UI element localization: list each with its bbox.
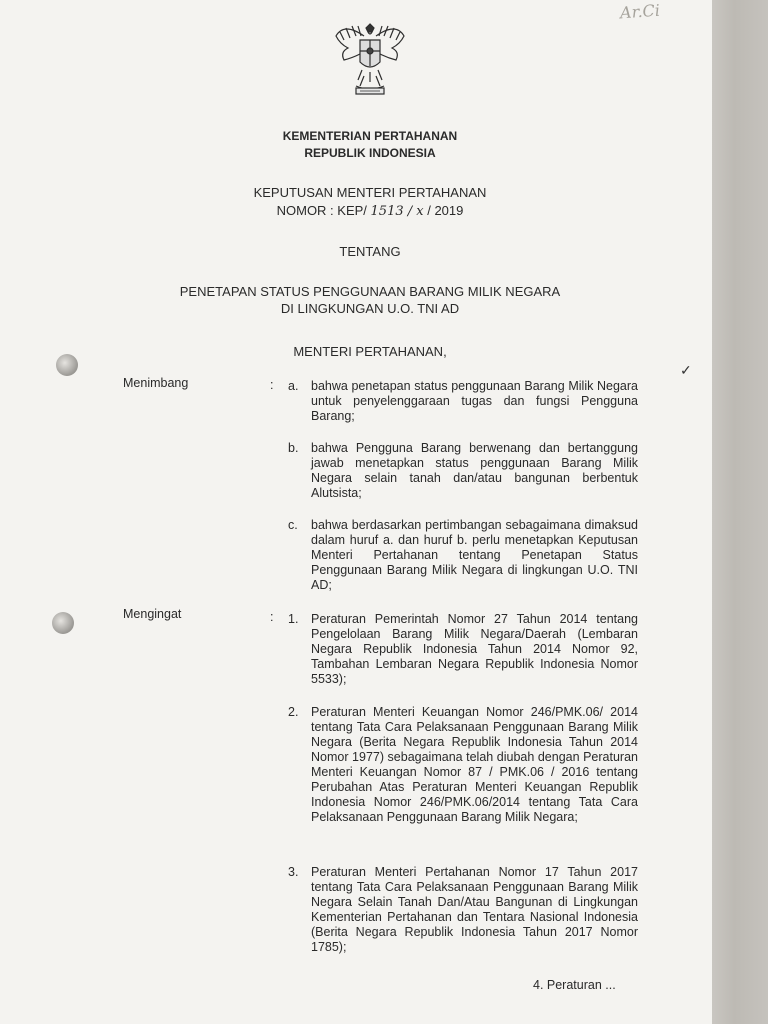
continuation-note: 4. Peraturan ... <box>533 978 616 992</box>
item-marker: a. <box>288 379 299 393</box>
menimbang-item <box>288 518 638 593</box>
ministry-name: KEMENTERIAN PERTAHANAN <box>282 129 458 143</box>
menimbang-label: Menimbang <box>123 376 189 390</box>
mengingat-item <box>288 612 638 687</box>
about-heading: TENTANG <box>339 244 401 259</box>
page-edge-shadow <box>712 0 768 1024</box>
decree-number <box>150 202 590 220</box>
mengingat-colon: : <box>270 610 274 624</box>
item-marker: 3. <box>288 865 299 879</box>
decree-number-prefix: NOMOR : KEP/ <box>276 203 367 218</box>
item-text: Peraturan Menteri Pertahanan Nomor 17 Tahun 2017 tentang Tata Cara Pelaksanaan Penggunaan Barang Milik Negara Selain Tanah Dan/Atau Bangunan di Lingkungan Kementerian Pertahanan dan Tentara Nasional Indonesia (Berita Negara Republik Indonesia Tahun 2017 Nomor 1785); <box>311 865 638 954</box>
subject-line-2: DI LINGKUNGAN U.O. TNI AD <box>280 301 460 316</box>
menimbang-item <box>288 379 638 424</box>
mengingat-item <box>288 705 638 825</box>
decree-number-handwritten: 1513 / x <box>370 204 424 219</box>
item-marker: 1. <box>288 612 299 626</box>
item-text: Peraturan Pemerintah Nomor 27 Tahun 2014 tentang Pengelolaan Barang Milik Negara/Daerah (Lembaran Negara Republik Indonesia Tahun 2014 Nomor 92, Tambahan Lembaran Negara Republik Indonesia Nomor 5533); <box>311 612 638 686</box>
garuda-emblem-icon <box>330 14 410 102</box>
item-text: Peraturan Menteri Keuangan Nomor 246/PMK.06/ 2014 tentang Tata Cara Pelaksanaan Penggunaan Barang Milik Negara (Berita Negara Republik Indonesia Tahun 2014 Nomor 1977) sebagaimana telah diubah dengan Peraturan Menteri Keuangan Nomor 87 / PMK.06 / 2016 tentang Perubahan Atas Peraturan Menteri Keuangan Republik Indonesia Nomor 246/PMK.06/2014 tentang Tata Cara Pelaksanaan Penggunaan Barang Milik Negara; <box>311 705 638 824</box>
check-mark-icon: ✓ <box>680 362 692 378</box>
minister-heading: MENTERI PERTAHANAN, <box>293 344 447 359</box>
punch-hole <box>56 354 78 376</box>
republic-name: REPUBLIK INDONESIA <box>304 146 436 160</box>
decree-number-suffix: / 2019 <box>427 203 464 218</box>
punch-hole <box>52 612 74 634</box>
item-text: bahwa Pengguna Barang berwenang dan bertanggung jawab menetapkan status penggunaan Barang Milik Negara selain tanah dan/atau bangunan berbentuk Alutsista; <box>311 441 638 500</box>
mengingat-label: Mengingat <box>123 607 182 621</box>
mengingat-item <box>288 865 638 955</box>
menimbang-item <box>288 441 638 501</box>
item-marker: c. <box>288 518 298 532</box>
menimbang-colon: : <box>270 378 274 392</box>
item-marker: b. <box>288 441 299 455</box>
subject-line-1: PENETAPAN STATUS PENGGUNAAN BARANG MILIK NEGARA <box>179 284 561 299</box>
corner-handwritten-note: Ar.Ci <box>619 0 661 23</box>
item-marker: 2. <box>288 705 299 719</box>
decree-title: KEPUTUSAN MENTERI PERTAHANAN <box>253 185 487 200</box>
item-text: bahwa berdasarkan pertimbangan sebagaimana dimaksud dalam huruf a. dan huruf b. perlu menetapkan Keputusan Menteri Pertahanan tentang Penetapan Status Penggunaan Barang Milik Negara di lingkungan U.O. TNI AD; <box>311 518 638 592</box>
item-text: bahwa penetapan status penggunaan Barang Milik Negara untuk penyelenggaraan tugas dan fungsi Pengguna Barang; <box>311 379 638 423</box>
